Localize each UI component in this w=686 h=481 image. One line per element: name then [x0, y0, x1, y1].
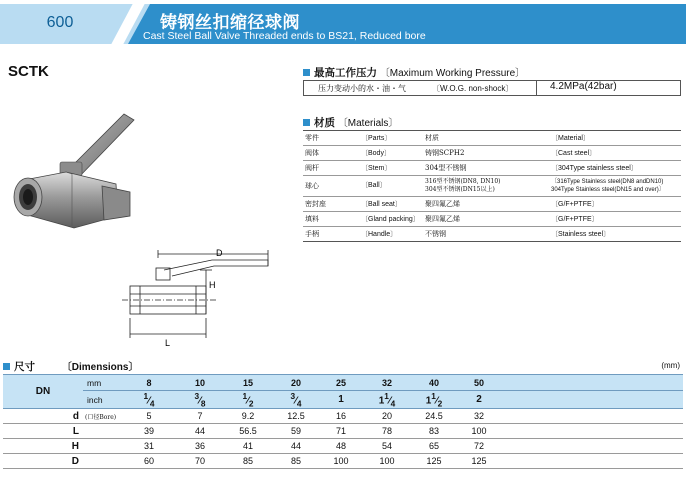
table-cell: 83 [411, 424, 457, 439]
material-en: 〔Cast steel〕 [549, 146, 681, 161]
table-cell: 31 [121, 439, 177, 454]
row-sublabel: (口径Bore) [83, 409, 121, 424]
bullet-square-icon [303, 69, 310, 76]
material-cn: 材质 [423, 131, 549, 146]
materials-table [303, 130, 681, 242]
row-label: H [3, 439, 83, 454]
table-cell: 5 [121, 409, 177, 424]
part-cn: 零件 [303, 131, 359, 146]
table-row [303, 161, 681, 176]
dim-label-l: L [165, 338, 171, 348]
material-cn: 316型不锈钢(DN8, DN10) [425, 178, 501, 185]
part-cn: 密封座 [303, 197, 359, 212]
part-en: 〔Ball seat〕 [359, 197, 423, 212]
table-cell: 20 [363, 409, 411, 424]
part-en: 〔Parts〕 [359, 131, 423, 146]
dn-inch: $1^1⁄_4$ [363, 391, 411, 409]
part-en: 〔Stem〕 [359, 161, 423, 176]
dim-label-d: D [216, 248, 223, 258]
dn-mm: 25 [319, 375, 363, 391]
table-row [303, 176, 681, 197]
part-cn: 阀体 [303, 146, 359, 161]
table-cell: 85 [273, 454, 319, 469]
table-row [303, 146, 681, 161]
model-name: SCTK [8, 63, 49, 80]
table-cell: 56.5 [223, 424, 273, 439]
material-cn-line2: 304型不锈钢(DN15以上) [425, 186, 495, 193]
bullet-square-icon [303, 119, 310, 126]
dn-inch: $^3⁄_8$ [177, 391, 223, 409]
dn-mm: 32 [363, 375, 411, 391]
table-cell: 16 [319, 409, 363, 424]
material-cn: 铸钢SCPH2 [423, 146, 549, 161]
table-cell: 70 [177, 454, 223, 469]
material-en: 〔G/F+PTFE〕 [549, 197, 681, 212]
table-cell: 71 [319, 424, 363, 439]
table-cell: 78 [363, 424, 411, 439]
table-row [3, 454, 683, 469]
pressure-heading: 最高工作压力 〔Maximum Working Pressure〕 [303, 64, 525, 80]
dn-inch: 1 [319, 391, 363, 409]
pressure-value: 4.2MPa(42bar) [550, 81, 617, 92]
dn-mm: 15 [223, 375, 273, 391]
material-en: 〔G/F+PTFE〕 [549, 212, 681, 227]
table-row [303, 197, 681, 212]
material-cn: 不锈钢 [423, 227, 549, 242]
table-cell: 85 [223, 454, 273, 469]
part-en: 〔Handle〕 [359, 227, 423, 242]
table-row [3, 409, 683, 424]
table-cell: 100 [319, 454, 363, 469]
table-cell: 59 [273, 424, 319, 439]
page-title: 铸钢丝扣缩径球阀 [160, 13, 300, 33]
table-row [303, 212, 681, 227]
table-cell: 32 [457, 409, 501, 424]
table-cell: 100 [457, 424, 501, 439]
dn-label: DN [3, 375, 83, 409]
inch-label: inch [83, 391, 121, 409]
table-cell: 36 [177, 439, 223, 454]
material-en: 〔Stainless steel〕 [549, 227, 681, 242]
pressure-box [303, 80, 681, 96]
page-subtitle: Cast Steel Ball Valve Threaded ends to BS21, Reduced bore [143, 30, 426, 42]
table-cell: 7 [177, 409, 223, 424]
unit-note: (mm) [661, 361, 680, 370]
table-cell: 125 [411, 454, 457, 469]
table-row [3, 424, 683, 439]
material-cn: 304型不锈钢 [423, 161, 549, 176]
material-en: 〔316Type Stainless steel(DN8 andDN10) [551, 179, 664, 185]
dim-label-h: H [209, 280, 216, 290]
table-cell: 12.5 [273, 409, 319, 424]
table-cell: 9.2 [223, 409, 273, 424]
table-cell: 39 [121, 424, 177, 439]
table-cell: 65 [411, 439, 457, 454]
part-cn: 阀杆 [303, 161, 359, 176]
materials-heading: 材质 〔Materials〕 [303, 114, 398, 130]
table-cell: 125 [457, 454, 501, 469]
dn-inch: $^1⁄_4$ [121, 391, 177, 409]
table-cell: 100 [363, 454, 411, 469]
table-cell: 72 [457, 439, 501, 454]
material-en: 〔304Type stainless steel〕 [549, 161, 681, 176]
material-cn: 聚四氟乙烯 [423, 197, 549, 212]
table-cell: 60 [121, 454, 177, 469]
part-en: 〔Gland packing〕 [359, 212, 423, 227]
row-label: L [3, 424, 83, 439]
bullet-square-icon [3, 363, 10, 370]
dn-inch: $1^1⁄_2$ [411, 391, 457, 409]
part-cn: 填料 [303, 212, 359, 227]
pressure-divider [536, 81, 537, 95]
dn-inch: 2 [457, 391, 501, 409]
table-cell: 44 [273, 439, 319, 454]
material-en-line2: 304Type Stainless steel(DN15 and over)〕 [551, 187, 665, 193]
row-label: d [3, 409, 83, 424]
material-en-cell [549, 176, 681, 197]
dimensions-heading: 尺寸 〔Dimensions〕 [3, 358, 138, 374]
dn-mm: 50 [457, 375, 501, 391]
product-code: 600 [46, 14, 74, 31]
material-cn: 聚四氟乙烯 [423, 212, 549, 227]
table-cell: 24.5 [411, 409, 457, 424]
table-row [3, 439, 683, 454]
dn-mm: 40 [411, 375, 457, 391]
table-cell: 54 [363, 439, 411, 454]
material-en: 〔Material〕 [549, 131, 681, 146]
pressure-label-en: 〔W.O.G. non-shock〕 [432, 84, 514, 93]
pressure-label-cn: 压力变动小的水・油・气 [318, 84, 406, 93]
part-en: 〔Body〕 [359, 146, 423, 161]
ball-valve-illustration [6, 108, 156, 238]
table-row [303, 131, 681, 146]
dn-inch: $^1⁄_2$ [223, 391, 273, 409]
dn-mm: 10 [177, 375, 223, 391]
header-band [0, 0, 686, 48]
table-row [3, 391, 683, 409]
dn-inch: $^3⁄_4$ [273, 391, 319, 409]
material-cn-cell [423, 176, 549, 197]
dn-mm: 8 [121, 375, 177, 391]
part-cn: 手柄 [303, 227, 359, 242]
dn-mm: 20 [273, 375, 319, 391]
dimensions-table [3, 374, 683, 469]
part-cn: 球心 [303, 176, 359, 197]
table-cell: 48 [319, 439, 363, 454]
table-cell: 41 [223, 439, 273, 454]
part-en: 〔Ball〕 [359, 176, 423, 197]
mm-label: mm [83, 375, 121, 391]
table-row [3, 375, 683, 391]
valve-dimension-drawing [120, 240, 280, 352]
row-label: D [3, 454, 83, 469]
table-row [303, 227, 681, 242]
table-cell: 44 [177, 424, 223, 439]
